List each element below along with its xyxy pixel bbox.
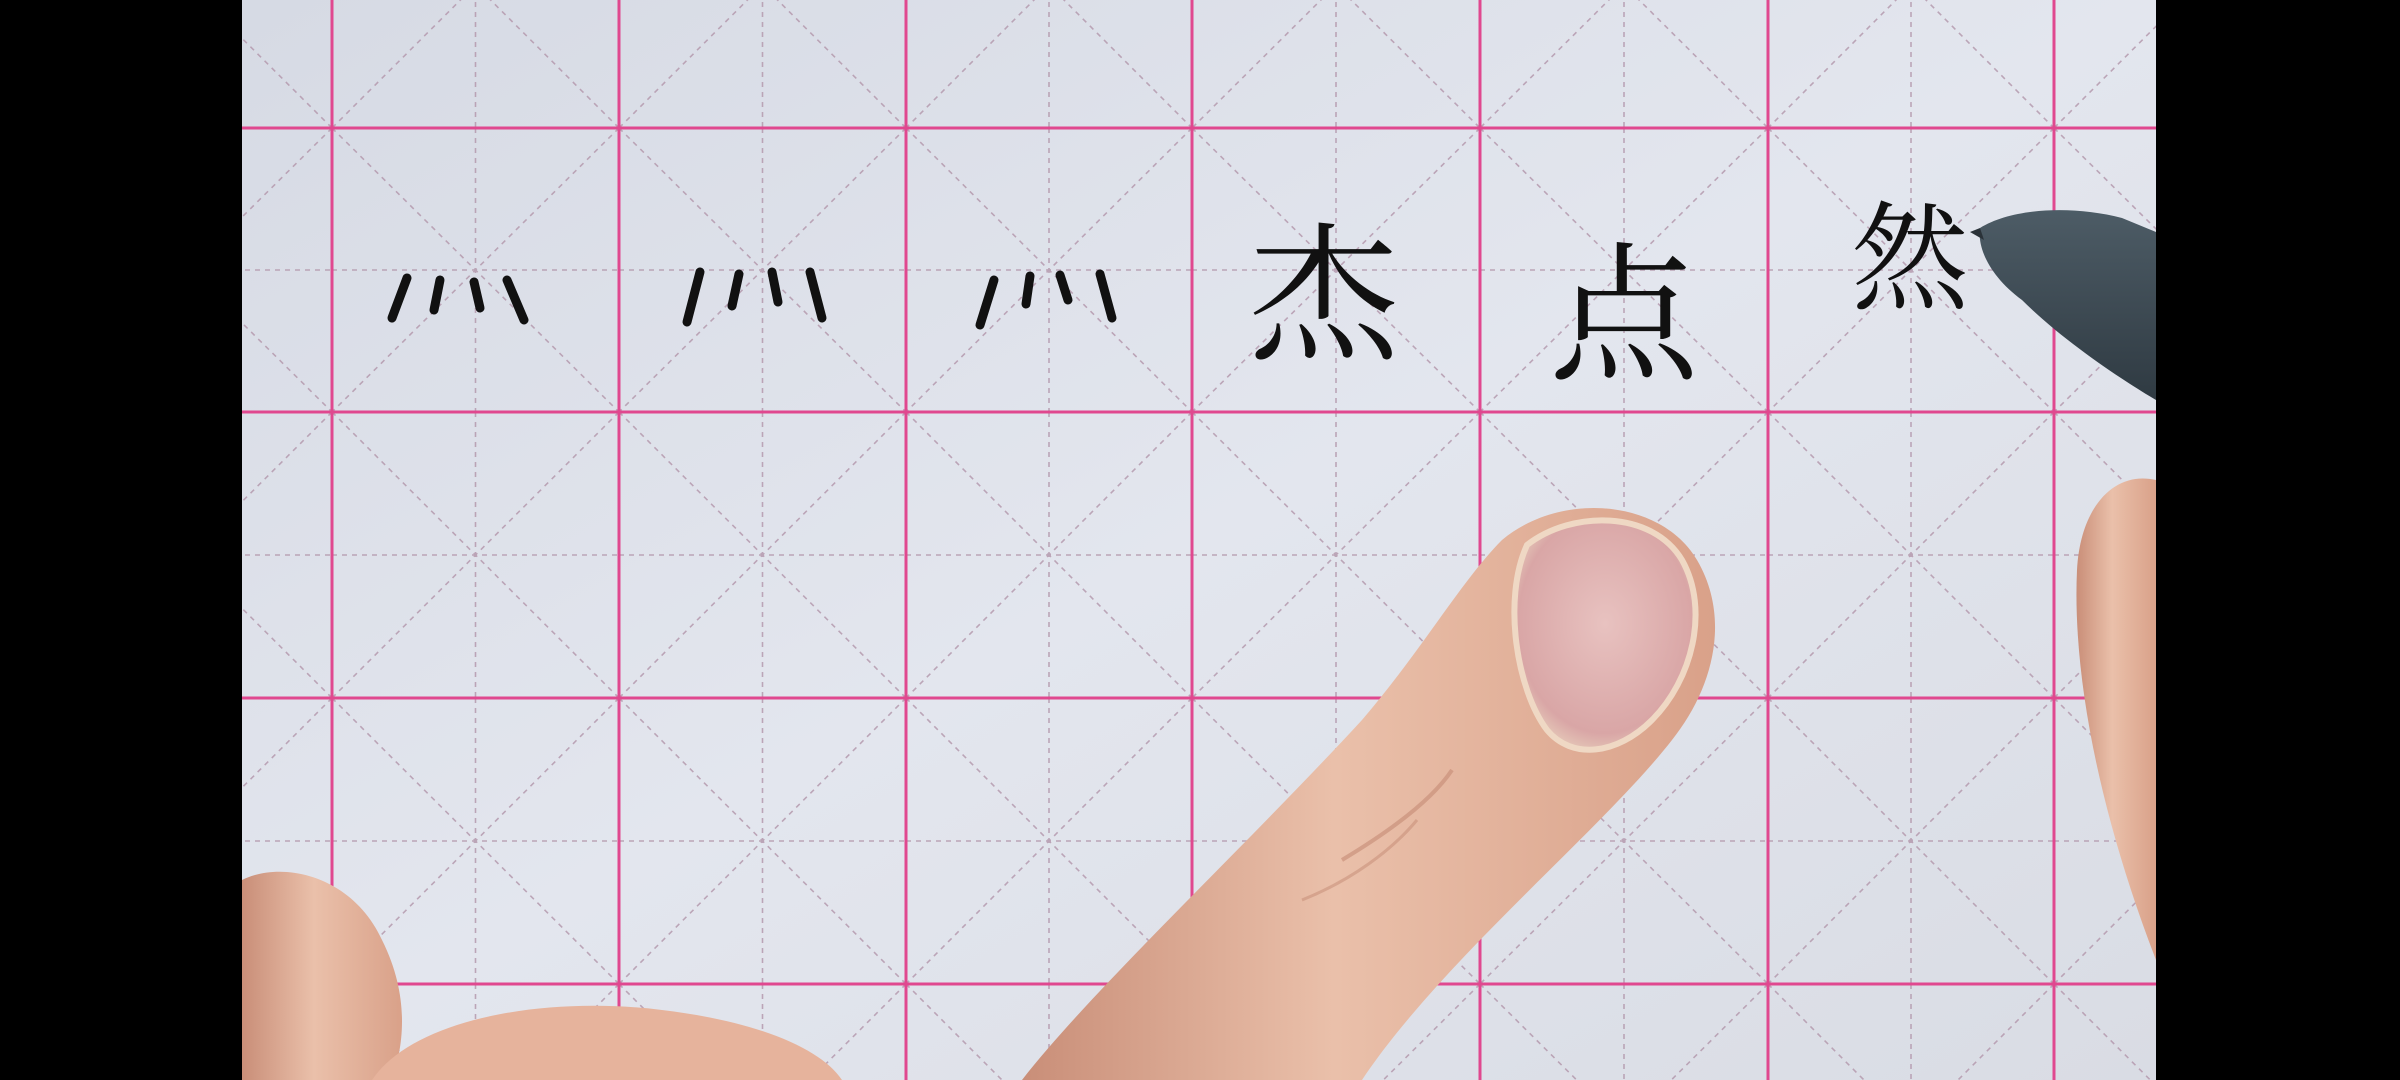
char-jie: 杰 (1248, 210, 1400, 384)
char-dian: 点 (1548, 230, 1700, 404)
grid-paper-scene (242, 0, 2156, 1080)
video-frame[interactable] (242, 0, 2156, 1080)
char-ran: 然 (1850, 190, 1970, 328)
